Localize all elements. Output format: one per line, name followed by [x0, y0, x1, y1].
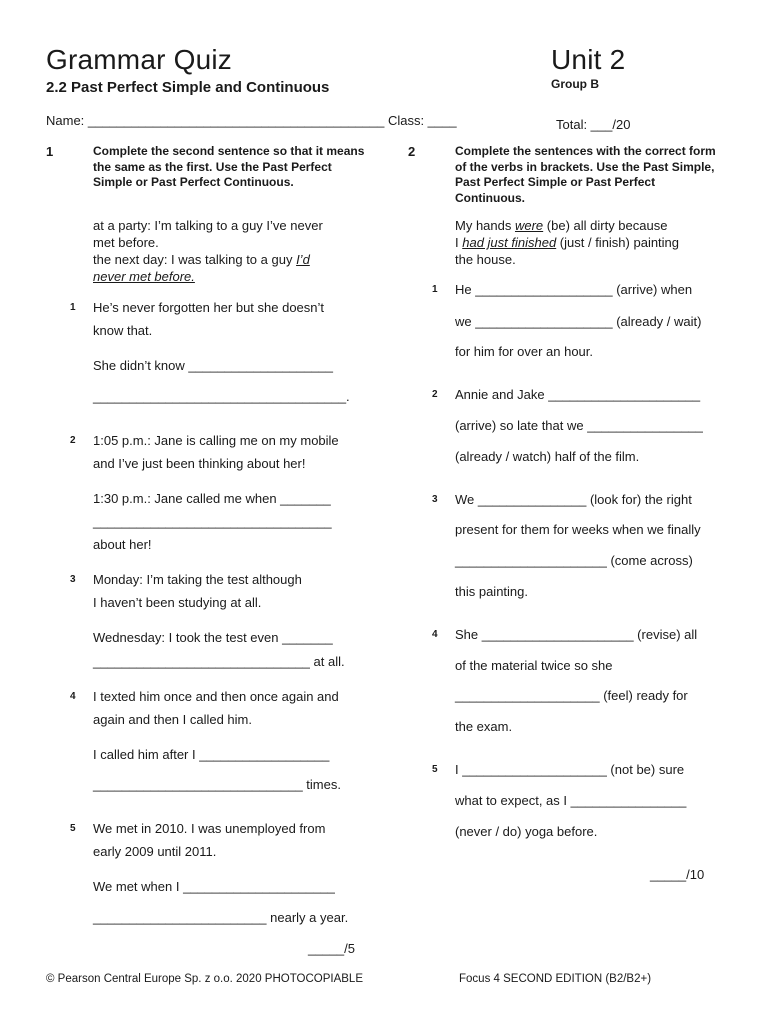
ex2-example-answer: were	[514, 218, 544, 233]
ex2-item-number: 1	[432, 284, 438, 295]
exercise-2-score: _____/10	[650, 867, 705, 882]
ex2-item-number: 3	[432, 494, 438, 505]
ex1-item-text: I texted him once and then once again and	[93, 689, 339, 704]
ex1-example-answer: I’d	[296, 252, 310, 267]
ex1-item-text: know that.	[93, 323, 153, 338]
ex2-item-number: 5	[432, 764, 438, 775]
ex2-item-text: the exam.	[455, 719, 513, 734]
ex2-item-text: this painting.	[455, 584, 528, 599]
ex1-answer-line[interactable]: She didn’t know ____________________	[93, 358, 333, 373]
ex1-answer-line[interactable]: ________________________ nearly a year.	[93, 910, 349, 925]
ex2-answer-line[interactable]: He ___________________ (arrive) when	[455, 282, 693, 297]
ex1-answer-line[interactable]: I called him after I __________________	[93, 747, 330, 762]
page-subtitle: 2.2 Past Perfect Simple and Continuous	[46, 79, 330, 96]
ex1-item-text: We met in 2010. I was unemployed from	[93, 821, 326, 836]
ex2-answer-line[interactable]: ____________________ (feel) ready for	[455, 688, 688, 703]
ex1-item-text: 1:05 p.m.: Jane is calling me on my mobile	[93, 433, 339, 448]
ex2-item-text: present for them for weeks when we finally	[455, 522, 701, 537]
ex1-answer-line[interactable]: _____________________________ times.	[93, 777, 341, 792]
ex1-item-number: 5	[70, 823, 76, 834]
ex1-item-text: and I’ve just been thinking about her!	[93, 456, 306, 471]
ex2-item-text: (never / do) yoga before.	[455, 824, 598, 839]
ex1-example-line: the next day: I was talking to a guy I’d	[93, 252, 310, 267]
ex1-answer-line[interactable]: We met when I _____________________	[93, 879, 335, 894]
ex2-example-answer: had just finished	[462, 235, 557, 250]
ex1-answer-line[interactable]: _________________________________	[93, 514, 332, 529]
ex1-item-text: about her!	[93, 537, 152, 552]
unit-label: Unit 2	[551, 44, 626, 75]
ex1-example-answer: never met before.	[93, 269, 195, 284]
ex1-answer-line[interactable]: ___________________________________.	[93, 389, 350, 404]
footer-edition: Focus 4 SECOND EDITION (B2/B2+)	[459, 973, 652, 985]
ex1-answer-line[interactable]: ______________________________ at all.	[93, 654, 345, 669]
ex2-example-line: I had just finished (just / finish) painting	[455, 235, 680, 250]
ex1-item-text: Monday: I’m taking the test although	[93, 572, 302, 587]
ex2-answer-line[interactable]: I ____________________ (not be) sure	[455, 762, 685, 777]
group-label: Group B	[551, 77, 599, 91]
ex2-answer-line[interactable]: what to expect, as I ________________	[455, 793, 687, 808]
ex2-item-text: (already / watch) half of the film.	[455, 449, 640, 464]
ex1-item-number: 3	[70, 574, 76, 585]
exercise-1-instruction: Complete the second sentence so that it means the same as the first. Use the Past Perfect Simple or Past Perfect Continuous.	[93, 144, 365, 189]
ex1-item-text: I haven’t been studying at all.	[93, 595, 262, 610]
ex1-example-line: at a party: I’m talking to a guy I’ve never	[93, 218, 323, 233]
ex1-item-text: He’s never forgotten her but she doesn’t	[93, 300, 325, 315]
ex1-item-number: 4	[70, 691, 76, 702]
ex1-answer-line[interactable]: 1:30 p.m.: Jane called me when _______	[93, 491, 331, 506]
ex2-item-number: 2	[432, 389, 438, 400]
ex2-item-text: for him for over an hour.	[455, 344, 594, 359]
ex1-item-number: 2	[70, 435, 76, 446]
ex1-example-line: met before.	[93, 235, 159, 250]
ex1-item-text: early 2009 until 2011.	[93, 844, 217, 859]
ex2-answer-line[interactable]: we ___________________ (already / wait)	[455, 314, 702, 329]
ex1-item-number: 1	[70, 302, 76, 313]
ex2-answer-line[interactable]: _____________________ (come across)	[455, 553, 693, 568]
page-title: Grammar Quiz	[46, 44, 232, 75]
ex2-item-text: of the material twice so she	[455, 658, 613, 673]
footer-copyright: © Pearson Central Europe Sp. z o.o. 2020 PHOTOCOPIABLE	[46, 973, 364, 985]
exercise-2-instruction: Complete the sentences with the correct form of the verbs in brackets. Use the Past Simple, Past Perfect Simple or Past Perfect Continuous.	[455, 144, 716, 205]
ex1-item-text: again and then I called him.	[93, 712, 252, 727]
ex2-item-number: 4	[432, 629, 438, 640]
exercise-2-number: 2	[408, 144, 416, 159]
exercise-1-number: 1	[46, 144, 54, 159]
ex2-example-line: the house.	[455, 252, 516, 267]
ex2-answer-line[interactable]: Annie and Jake _____________________	[455, 387, 701, 402]
ex2-answer-line[interactable]: She _____________________ (revise) all	[455, 627, 698, 642]
ex2-answer-line[interactable]: We _______________ (look for) the right	[455, 492, 692, 507]
ex2-answer-line[interactable]: (arrive) so late that we ________________	[455, 418, 703, 433]
ex2-example-line: My hands were (be) all dirty because	[455, 218, 668, 233]
total-score: Total: ___/20	[556, 117, 631, 132]
name-class-field[interactable]: Name: _________________________________________ Class: ____	[46, 113, 457, 128]
exercise-1-score: _____/5	[308, 941, 355, 956]
ex1-answer-line[interactable]: Wednesday: I took the test even _______	[93, 630, 333, 645]
